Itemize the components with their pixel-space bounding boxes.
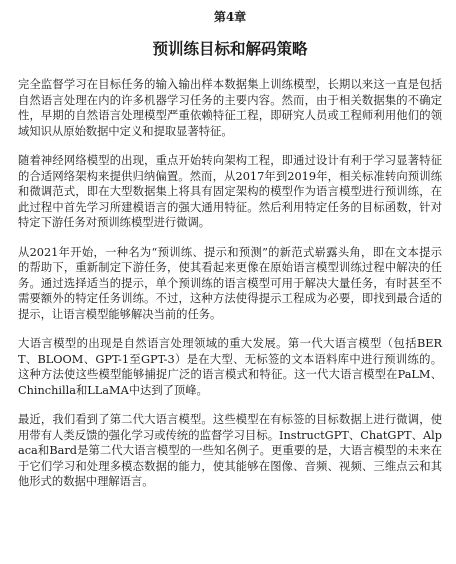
paragraph-architecture-engineering: 随着神经网络模型的出现，重点开始转向架构工程，即通过设计有利于学习显著特征的合适网络架构来提供归纳偏置。然而，从2017年到2019年，相关标准转向预训练和微调范式，即在大型数据集上将具有固定架构的模型作为语言模型进行预训练，在此过程中首先学习所建模语言的强大通用特征。然后利用特定任务的目标函数，针对特定下游任务对预训练模型进行微调。 xyxy=(18,154,442,229)
paragraph-prompt-paradigm: 从2021年开始，一种名为“预训练、提示和预测”的新范式崭露头角，即在文本提示的帮助下，重新制定下游任务，使其看起来更像在原始语言模型训练过程中解决的任务。通过选择适当的提示，单个预训练的语言模型可用于解决大量任务，有时甚至不需要额外的特定任务训练。不过，这种方法使得提示工程成为必要，即找到最合适的提示，让语言模型能够解决当前的任务。 xyxy=(18,245,442,321)
paragraph-first-generation-llm: 大语言模型的出现是自然语言处理领域的重大发展。第一代大语言模型（包括BERT、BLOOM、GPT-1至GPT-3）是在大型、无标签的文本语料库中进行预训练的。这种方法使这些模型能够捕捉广泛的语言模式和特征。这一代大语言模型在PaLM、Chinchilla和LLaMA中达到了顶峰。 xyxy=(18,337,442,397)
paragraph-second-generation-llm: 最近，我们看到了第二代大语言模型。这些模型在有标签的目标数据上进行微调，使用带有人类反馈的强化学习或传统的监督学习目标。InstructGPT、ChatGPT、Alpaca和Bard是第二代大语言模型的一些知名例子。更重要的是，大语言模型的未来在于它们学习和处理多模态数据的能力，使其能够在图像、音频、视频、三维点云和其他形式的数据中理解语言。 xyxy=(18,413,442,488)
paragraph-supervised-learning: 完全监督学习在目标任务的输入输出样本数据集上训练模型，长期以来这一直是包括自然语言处理在内的许多机器学习任务的主要内容。然而，由于相关数据集的不确定性，早期的自然语言处理模型严重依赖特征工程，即研究人员或工程师利用他们的领域知识从原始数据中定义和提取显著特征。 xyxy=(18,78,442,138)
chapter-label: 第4章 xyxy=(213,10,247,24)
page-title: 预训练目标和解码策略 xyxy=(152,39,308,58)
